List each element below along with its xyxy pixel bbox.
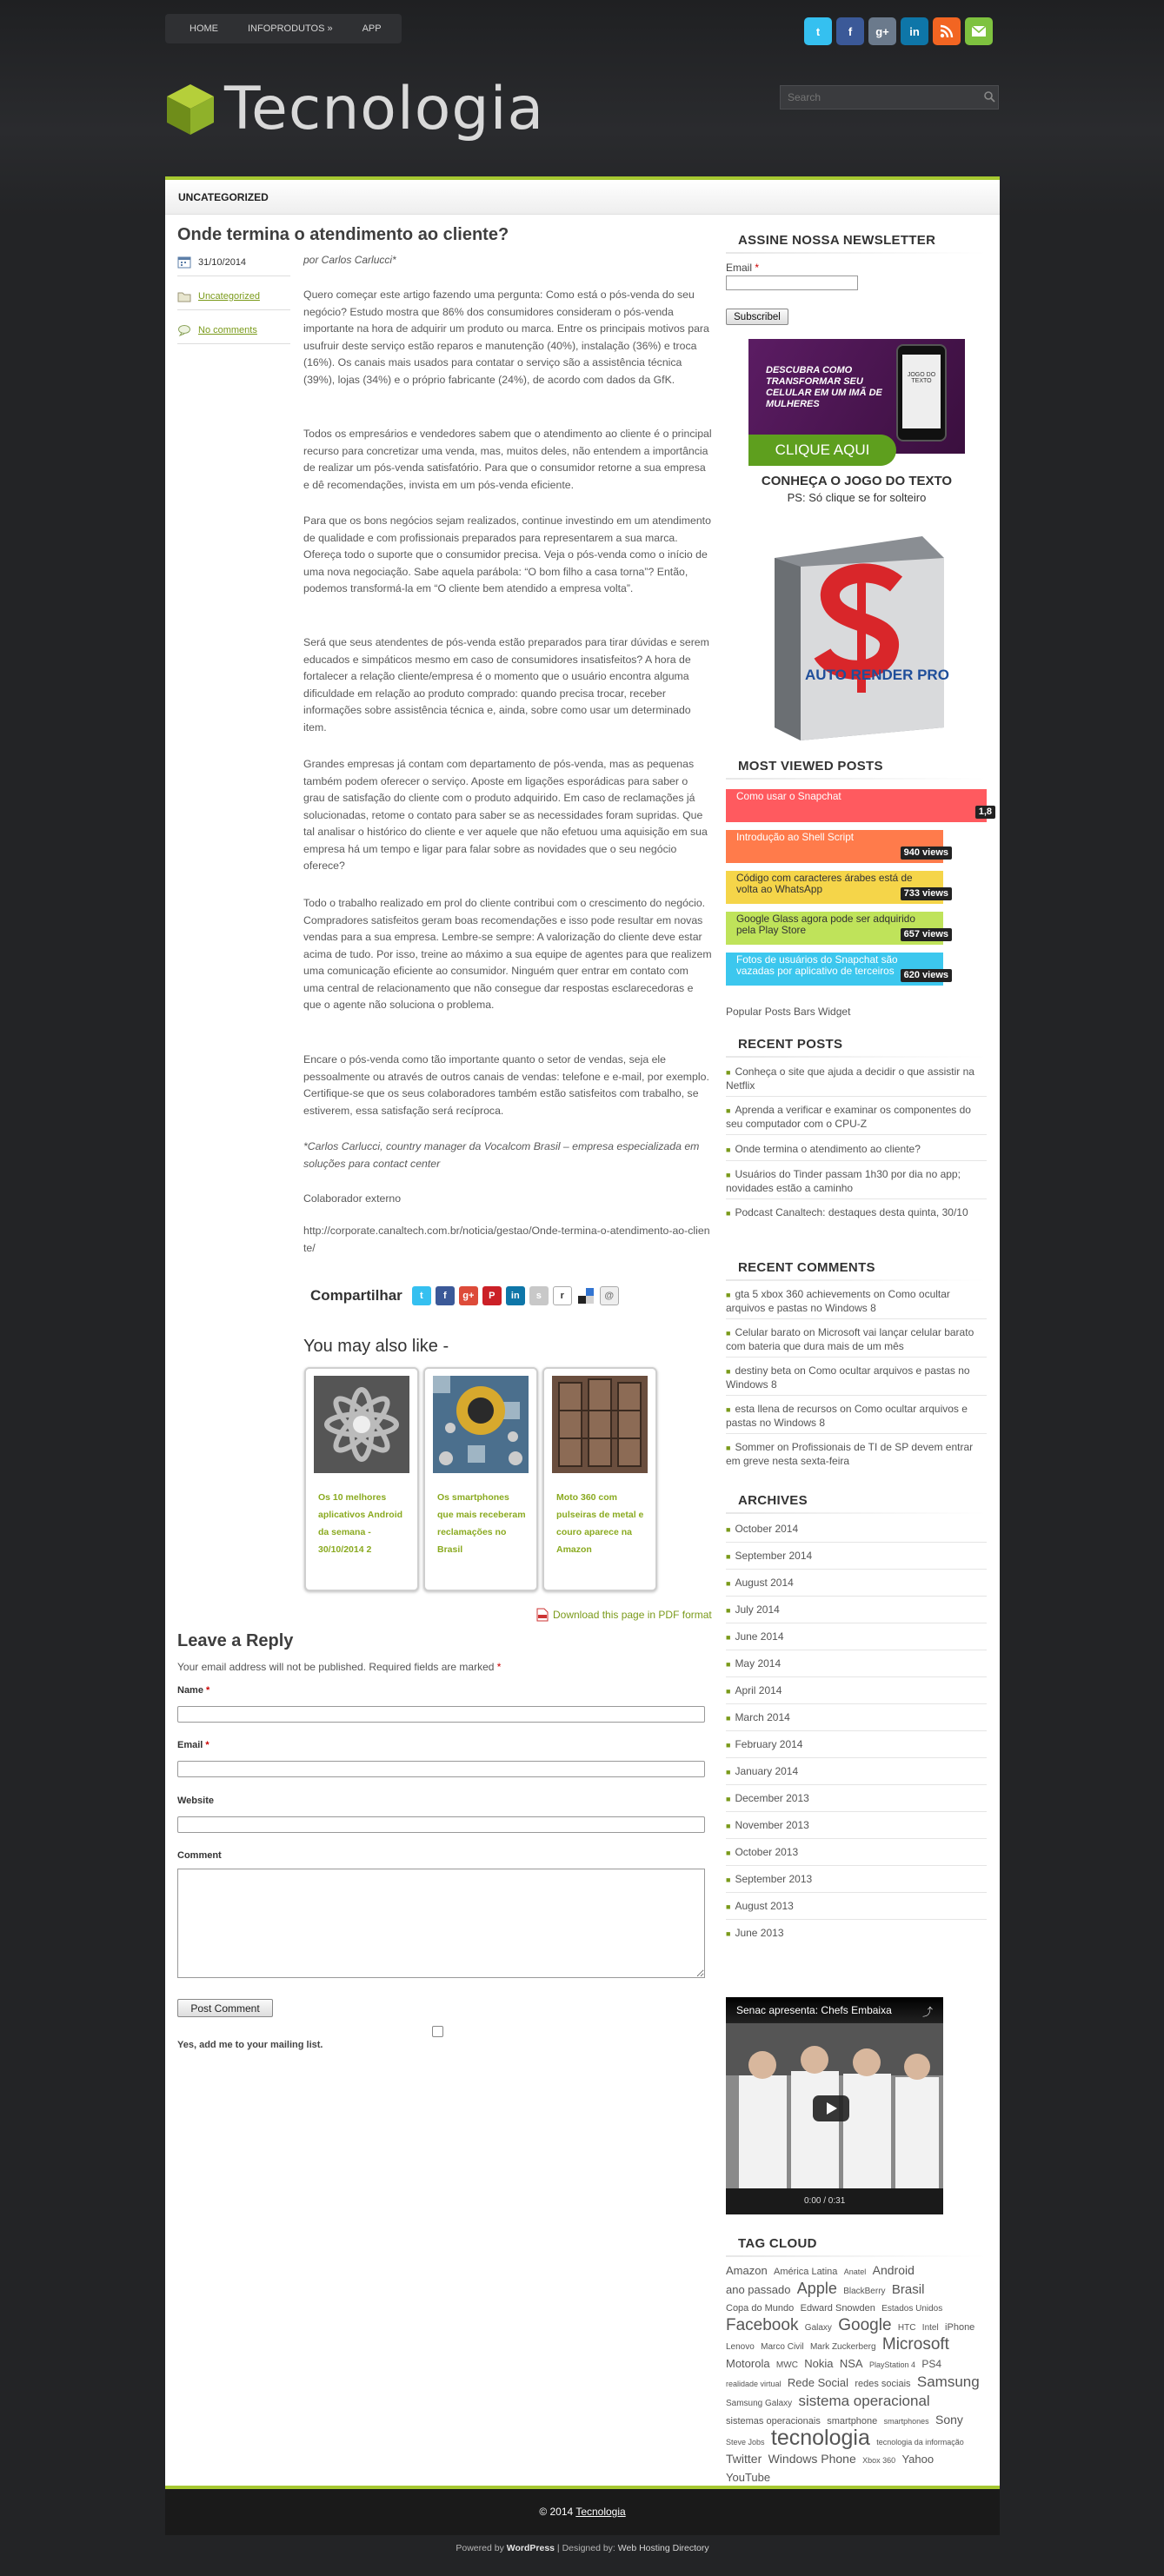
recent-comment[interactable]: [726, 1441, 987, 1468]
bullet-icon: ■: [726, 1687, 731, 1696]
archive-link[interactable]: [726, 1603, 987, 1617]
share-reddit-icon[interactable]: r: [553, 1286, 572, 1305]
tag-link[interactable]: ano passado: [726, 2283, 791, 2296]
tag-link[interactable]: Edward Snowden: [800, 2303, 875, 2314]
archive-link[interactable]: [726, 1630, 987, 1644]
archive-link[interactable]: [726, 1765, 987, 1779]
wordpress-link[interactable]: WordPress: [506, 2543, 555, 2553]
email-label-text: Email: [177, 1740, 203, 1750]
tag-link[interactable]: realidade virtual: [726, 2380, 782, 2388]
related-thumbnail: [552, 1376, 648, 1473]
most-viewed-count: 1,8: [975, 806, 995, 819]
video-share-icon[interactable]: ⤴: [922, 2006, 934, 2018]
tag-link[interactable]: Lenovo: [726, 2342, 755, 2352]
tag-link[interactable]: NSA: [839, 2357, 863, 2370]
post-paragraph: Será que seus atendentes de pós-venda estão preparados para tirar dúvidas e serem educados e simpáticos mesmo em caso de consumidores insatisfeitos? A hora de fortalecer a relação cliente/empresa é o momento que o usuário encontra alguma dificuldade em relação ao produto comprado: quando precisa trocar, receber informações sobre assistência técnica e, ainda, sobre como usar um determinado item.: [303, 636, 709, 734]
list-divider: [726, 1757, 987, 1758]
tag-link[interactable]: Anatel: [843, 2267, 867, 2276]
breadcrumb: UNCATEGORIZED: [165, 180, 1000, 215]
search-input[interactable]: [780, 85, 999, 110]
list-divider: [726, 1730, 987, 1731]
tag-link[interactable]: Steve Jobs: [726, 2438, 765, 2447]
archive-link[interactable]: [726, 1927, 987, 1941]
related-title: You may also like -: [303, 1337, 449, 1356]
comment-textarea[interactable]: [177, 1869, 705, 1978]
archive-month[interactable]: February 2014: [735, 1738, 803, 1750]
list-divider: [726, 1096, 987, 1097]
bullet-icon: ■: [726, 1329, 731, 1338]
recent-comment-text[interactable]: Sommer on Profissionais de TI de SP devem entrar em greve nesta sexta-feira: [726, 1441, 974, 1467]
tag-link[interactable]: PS4: [921, 2358, 942, 2370]
recent-post-link[interactable]: [726, 1104, 987, 1131]
tag-link[interactable]: iPhone: [945, 2322, 975, 2333]
email-label: [177, 1740, 210, 1750]
recent-post-link[interactable]: [726, 1143, 987, 1157]
archive-month[interactable]: August 2013: [735, 1900, 794, 1912]
tag-link[interactable]: Brasil: [891, 2282, 925, 2297]
tag-link[interactable]: MWC: [775, 2360, 798, 2370]
post-comments: [177, 324, 257, 336]
meta-divider: [177, 343, 290, 344]
post-author-note: *Carlos Carlucci, country manager da Vocalcom Brasil – empresa especializada em soluções para contact center: [303, 1140, 700, 1170]
recent-post-text[interactable]: Usuários do Tinder passam 1h30 por dia no app; novidades estão a caminho: [726, 1168, 961, 1194]
archive-link[interactable]: [726, 1738, 987, 1752]
list-divider: [726, 1838, 987, 1839]
list-divider: [726, 1676, 987, 1677]
reply-note-text: Your email address will not be published. Required fields are marked: [177, 1661, 495, 1673]
mailing-list-label: Yes, add me to your mailing list.: [177, 2040, 323, 2050]
site-title: Tecnologia: [224, 75, 545, 143]
bullet-icon: ■: [726, 1106, 731, 1115]
calendar-icon: [177, 256, 191, 269]
most-viewed-count: 657 views: [901, 928, 952, 941]
archive-link[interactable]: [726, 1523, 987, 1537]
ad-autorender-pro[interactable]: [748, 532, 966, 746]
list-divider: [726, 1892, 987, 1893]
bullet-icon: ■: [726, 1525, 731, 1534]
most-viewed-post-title[interactable]: Introdução ao Shell Script: [736, 831, 855, 843]
ad-footer-title: CONHEÇA O JOGO DO TEXTO: [761, 474, 953, 488]
most-viewed-bar[interactable]: [726, 789, 992, 822]
tag-link[interactable]: smartphone: [827, 2416, 878, 2427]
facebook-icon[interactable]: f: [836, 17, 864, 45]
recent-post-text[interactable]: Onde termina o atendimento ao cliente?: [735, 1143, 921, 1155]
tag-link[interactable]: smartphones: [883, 2417, 929, 2426]
tag-link[interactable]: redes sociais: [855, 2379, 911, 2389]
linkedin-icon[interactable]: in: [901, 17, 928, 45]
tag-cloud-title: TAG CLOUD: [738, 2236, 817, 2251]
most-viewed-count: 620 views: [901, 969, 952, 982]
archive-link[interactable]: [726, 1900, 987, 1914]
name-field[interactable]: [177, 1706, 705, 1723]
cube-logo-icon: [165, 83, 216, 136]
archive-month[interactable]: September 2013: [735, 1873, 813, 1885]
website-label: Website: [177, 1796, 214, 1806]
bullet-icon: ■: [726, 1902, 731, 1911]
list-divider: [726, 1198, 987, 1199]
required-star: *: [206, 1685, 210, 1696]
popular-posts-widget-label[interactable]: Popular Posts Bars Widget: [726, 1006, 851, 1018]
post-byline: por Carlos Carlucci*: [303, 254, 396, 266]
nav-infoprodutos[interactable]: INFOPRODUTOS »: [248, 23, 333, 34]
archive-link[interactable]: [726, 1550, 987, 1564]
bullet-icon: ■: [726, 1606, 731, 1615]
archive-link[interactable]: [726, 1711, 987, 1725]
tag-link[interactable]: tecnologia da informação: [876, 2438, 964, 2447]
archive-month[interactable]: March 2014: [735, 1711, 790, 1723]
twitter-icon[interactable]: t: [804, 17, 832, 45]
list-divider: [726, 1433, 987, 1434]
play-button[interactable]: [813, 2095, 849, 2121]
bullet-icon: ■: [726, 1209, 731, 1218]
bullet-icon: ■: [726, 1795, 731, 1803]
recent-posts-title: RECENT POSTS: [738, 1037, 843, 1052]
archive-month[interactable]: January 2014: [735, 1765, 799, 1777]
archive-month[interactable]: November 2013: [735, 1819, 809, 1831]
tag-link[interactable]: Samsung: [916, 2374, 980, 2390]
ad2-label: AUTO RENDER PRO: [805, 667, 949, 683]
folder-icon: [177, 290, 191, 302]
recent-post-link[interactable]: [726, 1206, 987, 1220]
archive-link[interactable]: [726, 1577, 987, 1590]
bullet-icon: ■: [726, 1444, 731, 1452]
related-title-link[interactable]: Moto 360 com pulseiras de metal e couro aparece na Amazon: [556, 1492, 644, 1555]
archive-month[interactable]: October 2013: [735, 1846, 799, 1858]
post-date-text: 31/10/2014: [198, 256, 247, 268]
most-viewed-bar[interactable]: [726, 871, 948, 904]
ad-banner-jogo-do-texto[interactable]: [748, 339, 965, 521]
tag-link[interactable]: Copa do Mundo: [726, 2303, 795, 2314]
tag-link[interactable]: Motorola: [726, 2357, 770, 2370]
most-viewed-bar[interactable]: [726, 830, 948, 863]
list-divider: [726, 1160, 987, 1161]
related-title-link[interactable]: Os smartphones que mais receberam reclamações no Brasil: [437, 1492, 526, 1555]
post-category: [177, 290, 260, 302]
archive-link[interactable]: [726, 1846, 987, 1860]
search-icon[interactable]: [983, 90, 995, 103]
site-logo[interactable]: [165, 75, 545, 143]
bullet-icon: ■: [726, 1171, 731, 1179]
widget-title-underline: [726, 1056, 987, 1058]
name-label-text: Name: [177, 1685, 203, 1696]
post-paragraph: Quero começar este artigo fazendo uma pergunta: Como está o pós-venda do seu negócio? Estudo mostra que 86% dos consumidores consideram o pós-venda importante na hora de adquirir um produto ou marca. Entre os principais motivos para usufruir deste serviço estão reparos e manutenção (40%), instalação (36%) e troca (16%). Os canais mais usados para contatar o serviço são a assistência técnica (39%), lojas (34%) e o próprio fabricante (24%), de acordo com dados da GfK.: [303, 289, 709, 386]
book-cover: JOGO DO TEXTO: [902, 355, 941, 428]
bullet-icon: ■: [726, 1145, 731, 1154]
tag-link[interactable]: Android: [872, 2263, 915, 2277]
pdf-download[interactable]: [536, 1608, 712, 1622]
widget-title-underline: [726, 1512, 987, 1514]
recent-comment[interactable]: [726, 1288, 987, 1315]
list-divider: [726, 1865, 987, 1866]
share-linkedin-icon[interactable]: in: [506, 1286, 525, 1305]
widget-title-underline: [726, 778, 987, 780]
required-star: *: [755, 262, 760, 274]
bullet-icon: ■: [726, 1367, 731, 1376]
list-divider: [726, 1596, 987, 1597]
tag-link[interactable]: Microsoft: [881, 2335, 949, 2354]
footer: [165, 2489, 1000, 2535]
list-divider: [726, 1569, 987, 1570]
share-pinterest-icon[interactable]: P: [482, 1286, 502, 1305]
share-facebook-icon[interactable]: f: [436, 1286, 455, 1305]
related-thumbnail: [433, 1376, 529, 1473]
most-viewed-title: MOST VIEWED POSTS: [738, 759, 883, 773]
pdf-link[interactable]: Download this page in PDF format: [553, 1609, 712, 1621]
tag-link[interactable]: Mark Zuckerberg: [809, 2342, 876, 2352]
recent-post-text[interactable]: Aprenda a verificar e examinar os componentes do seu computador com o CPU-Z: [726, 1104, 971, 1130]
bullet-icon: ■: [726, 1929, 731, 1938]
related-card[interactable]: [304, 1367, 419, 1591]
designer-link[interactable]: Web Hosting Directory: [617, 2543, 709, 2553]
recent-comment-text[interactable]: esta llena de recursos on Como ocultar arquivos e pastas no Windows 8: [726, 1403, 968, 1429]
play-icon: [827, 2102, 837, 2115]
newsletter-email-label: [726, 262, 759, 274]
recent-comment[interactable]: [726, 1403, 987, 1430]
bullet-icon: ■: [726, 1714, 731, 1723]
tag-link[interactable]: PlayStation 4: [868, 2360, 915, 2369]
name-label: [177, 1685, 210, 1696]
reply-note: [177, 1661, 501, 1673]
list-divider: [726, 1703, 987, 1704]
ad-footer-note: PS: Só clique se for solteiro: [787, 491, 927, 504]
website-field[interactable]: [177, 1816, 705, 1833]
recent-post-link[interactable]: [726, 1168, 987, 1195]
widget-title-underline: [726, 2255, 987, 2257]
bullet-icon: ■: [726, 1579, 731, 1588]
most-viewed-count: 940 views: [901, 846, 952, 860]
video-controls[interactable]: [726, 2188, 943, 2214]
ad-cta[interactable]: CLIQUE AQUI: [748, 435, 896, 466]
most-viewed-post-title[interactable]: Google Glass agora pode ser adquirido pela Play Store: [736, 913, 915, 936]
share-label: Compartilhar: [310, 1287, 402, 1304]
bullet-icon: ■: [726, 1741, 731, 1749]
bullet-icon: ■: [726, 1849, 731, 1857]
tag-link[interactable]: Twitter: [726, 2452, 762, 2466]
bullet-icon: ■: [726, 1552, 731, 1561]
list-divider: [726, 1318, 987, 1319]
share-twitter-icon[interactable]: t: [412, 1286, 431, 1305]
most-viewed-post-title[interactable]: Código com caracteres árabes está de volta ao WhatsApp: [736, 872, 913, 895]
share-email-icon[interactable]: @: [600, 1286, 619, 1305]
related-thumbnail: [314, 1376, 409, 1473]
archive-link[interactable]: [726, 1873, 987, 1887]
subscribe-button[interactable]: Subscribel: [726, 309, 788, 325]
bullet-icon: ■: [726, 1876, 731, 1884]
comment-label: Comment: [177, 1850, 222, 1861]
video-title[interactable]: Senac apresenta: Chefs Embaixa: [726, 1997, 943, 2023]
archive-link[interactable]: [726, 1684, 987, 1698]
ad-headline-2: IMÃ DE MULHERES: [766, 388, 882, 409]
mailing-list-checkbox[interactable]: [432, 2026, 443, 2037]
social-icons: [804, 17, 993, 45]
tag-cloud: [726, 2262, 987, 2486]
archive-month[interactable]: October 2014: [735, 1523, 799, 1535]
related-card[interactable]: [423, 1367, 538, 1591]
category-link[interactable]: Uncategorized: [198, 291, 260, 302]
tag-link[interactable]: sistemas operacionais: [726, 2416, 821, 2427]
share-delicious-icon[interactable]: [576, 1286, 595, 1305]
tag-link[interactable]: Apple: [796, 2280, 837, 2297]
tag-link[interactable]: BlackBerry: [843, 2287, 886, 2296]
recent-post-text[interactable]: Conheça o site que ajuda a decidir o que assistir na Netflix: [726, 1066, 974, 1092]
video-time: 0:00 / 0:31: [804, 2196, 846, 2206]
google-plus-icon[interactable]: g+: [868, 17, 896, 45]
tag-link[interactable]: YouTube: [726, 2471, 771, 2484]
comment-bubble-icon: [177, 324, 191, 336]
top-navigation: [165, 14, 402, 43]
list-divider: [726, 1784, 987, 1785]
tag-link[interactable]: sistema operacional: [798, 2393, 930, 2409]
video-embed[interactable]: [726, 1997, 943, 2214]
tag-link[interactable]: Yahoo: [901, 2453, 935, 2466]
newsletter-title: ASSINE NOSSA NEWSLETTER: [738, 233, 936, 248]
list-divider: [726, 1811, 987, 1812]
archive-month[interactable]: December 2013: [735, 1792, 809, 1804]
rss-icon[interactable]: [933, 17, 961, 45]
reply-title: Leave a Reply: [177, 1631, 294, 1650]
email-field[interactable]: [177, 1761, 705, 1777]
archive-month[interactable]: August 2014: [735, 1577, 794, 1589]
most-viewed-count: 733 views: [901, 887, 952, 900]
archive-link[interactable]: [726, 1657, 987, 1671]
tag-link[interactable]: Amazon: [726, 2264, 768, 2277]
tag-link[interactable]: Samsung Galaxy: [726, 2399, 793, 2408]
newsletter-email-label-text: Email: [726, 262, 753, 274]
tag-link[interactable]: Rede Social: [787, 2376, 848, 2389]
share-bar: [310, 1286, 619, 1305]
bullet-icon: ■: [726, 1822, 731, 1830]
nav-home[interactable]: HOME: [190, 23, 218, 34]
tag-link[interactable]: Marco Civil: [761, 2342, 804, 2352]
archive-month[interactable]: April 2014: [735, 1684, 782, 1696]
required-star: *: [205, 1740, 210, 1750]
archive-month[interactable]: June 2014: [735, 1630, 784, 1643]
list-divider: [726, 1395, 987, 1396]
recent-post-text[interactable]: Podcast Canaltech: destaques desta quinta, 30/10: [735, 1206, 968, 1218]
bullet-icon: ■: [726, 1768, 731, 1776]
bullet-icon: ■: [726, 1660, 731, 1669]
list-divider: [726, 1919, 987, 1920]
share-google-plus-icon[interactable]: g+: [459, 1286, 478, 1305]
bullet-icon: ■: [726, 1291, 731, 1299]
post-paragraph: Grandes empresas já contam com departamento de pós-venda, mas as pequenas também podem oferecer o serviço. Aposte em ligações esporádicas para saber o grau de satisfação do cliente com o produto adquirido. Em caso de reclamações já solucionadas, retome o contato para saber se as necessidades foram supridas. Que tal analisar o histórico do cliente e ver aquele que não efetuou uma aquisição em sua empresa há um tempo e ligar para falar sobre as novidades que o seu negócio oferece?: [303, 758, 708, 872]
comments-link[interactable]: No comments: [198, 325, 257, 335]
widget-title-underline: [726, 252, 987, 254]
designed-prefix: | Designed by:: [556, 2543, 615, 2553]
archive-link[interactable]: [726, 1792, 987, 1806]
bullet-icon: ■: [726, 1068, 731, 1077]
meta-divider: [177, 309, 290, 310]
share-stumble-icon[interactable]: s: [529, 1286, 549, 1305]
powered-prefix: Powered by: [456, 2543, 504, 2553]
recent-comment-text[interactable]: gta 5 xbox 360 achievements on Como ocultar arquivos e pastas no Windows 8: [726, 1288, 950, 1314]
post-paragraph: Para que os bons negócios sejam realizados, continue investindo em um atendimento de qualidade e com profissionais preparados para representarem a sua marca. Ofereça todo o suporte que o consumidor precisa. Veja o pós-venda como o início de uma nova negociação. Sabe aquela parábola: “O bom filho a casa torna”? Então, podemos transformá-la em “O cliente bem atendido a empresa volta”.: [303, 515, 711, 594]
tag-link[interactable]: Facebook: [726, 2316, 799, 2334]
nav-app[interactable]: APP: [362, 23, 382, 34]
tag-link[interactable]: Nokia: [804, 2357, 834, 2370]
most-viewed-post-title[interactable]: Como usar o Snapchat: [736, 790, 841, 802]
newsletter-email-field[interactable]: [726, 276, 858, 290]
ad-headline-1: DESCUBRA COMO TRANSFORMAR SEU CELULAR EM UM: [766, 365, 863, 398]
recent-comment[interactable]: [726, 1326, 987, 1353]
post-paragraph: Todo o trabalho realizado em prol do cliente contribui com o crescimento do negócio. Compradores satisfeitos geram boas recomendações e isso pode resultar em novas vendas para a sua empresa. Lembre-se sempre: A valorização do cliente deve estar acima de tudo. Por isso, treine ao máximo a sua equipe de agentes para que realizem uma comunicação eficiente ao consumidor. Ninguém quer entrar em contato com uma central de relacionamento que não consegue dar respostas esclarecedoras e que o agente não soluciona o problema.: [303, 897, 712, 1011]
post-paragraph: Encare o pós-venda como tão importante quanto o setor de vendas, seja ele pessoalmente ou através de outros canais de vendas: telefone e e-mail, por exemplo. Certifique-se que os seus colaboradores também estão satisfeitos com trabalho, se estiverem, essa satisfação será recíproca.: [303, 1053, 709, 1117]
most-viewed-bar[interactable]: [726, 953, 948, 986]
tag-link[interactable]: Xbox 360: [862, 2456, 896, 2465]
recent-comment-text[interactable]: destiny beta on Como ocultar arquivos e pastas no Windows 8: [726, 1364, 970, 1391]
widget-title-underline: [726, 1279, 987, 1281]
most-viewed-bar[interactable]: [726, 912, 948, 945]
tag-link[interactable]: Intel: [921, 2323, 939, 2333]
archive-month[interactable]: May 2014: [735, 1657, 782, 1670]
subfooter: [165, 2535, 1000, 2561]
tag-link[interactable]: América Latina: [774, 2267, 838, 2277]
required-star: *: [496, 1661, 502, 1673]
footer-site-link[interactable]: Tecnologia: [575, 2506, 626, 2518]
list-divider: [726, 1357, 987, 1358]
post-date: [177, 256, 246, 269]
footer-copyright: © 2014: [539, 2506, 574, 2518]
bullet-icon: ■: [726, 1405, 731, 1414]
archive-month[interactable]: July 2014: [735, 1603, 780, 1616]
tag-link[interactable]: Galaxy: [804, 2323, 832, 2333]
tag-link[interactable]: Google: [838, 2316, 892, 2334]
tag-link[interactable]: Windows Phone: [768, 2452, 856, 2466]
list-divider: [726, 1542, 987, 1543]
recent-comments-title: RECENT COMMENTS: [738, 1260, 875, 1275]
archive-month[interactable]: June 2013: [735, 1927, 784, 1939]
post-paragraph: Todos os empresários e vendedores sabem que o atendimento ao cliente é o principal recurso para concretizar uma venda, mas, muitos deles, não entendem a importância de realizar um pós-venda satisfatório. Para que o consumidor retorne a sua empresa e dê recomendações, invista em um pós-venda eficiente.: [303, 428, 712, 491]
recent-post-link[interactable]: [726, 1066, 987, 1092]
archives-title: ARCHIVES: [738, 1493, 808, 1508]
email-icon[interactable]: [965, 17, 993, 45]
related-title-link[interactable]: Os 10 melhores aplicativos Android da semana - 30/10/2014 2: [318, 1492, 403, 1555]
list-divider: [726, 1134, 987, 1135]
tag-link[interactable]: tecnologia: [770, 2426, 870, 2450]
recent-comment[interactable]: [726, 1364, 987, 1391]
tag-link[interactable]: Estados Unidos: [881, 2304, 943, 2314]
related-card[interactable]: [542, 1367, 657, 1591]
most-viewed-post-title[interactable]: Fotos de usuários do Snapchat são vazadas por aplicativo de terceiros: [736, 953, 898, 977]
pdf-icon: [536, 1608, 549, 1622]
archive-month[interactable]: September 2014: [735, 1550, 813, 1562]
archive-link[interactable]: [726, 1819, 987, 1833]
tag-link[interactable]: Sony: [935, 2413, 963, 2427]
tag-link[interactable]: HTC: [897, 2323, 916, 2333]
bullet-icon: ■: [726, 1633, 731, 1642]
recent-comment-text[interactable]: Celular barato on Microsoft vai lançar celular barato com bateria que dura mais de um mês: [726, 1326, 974, 1352]
ad-headline: [766, 365, 883, 410]
post-comment-button[interactable]: Post Comment: [177, 1999, 273, 2017]
source-link[interactable]: http://corporate.canaltech.com.br/noticia/gestao/Onde-termina-o-atendimento-ao-cliente/: [303, 1225, 710, 1254]
phone-image: [896, 344, 947, 442]
post-paragraph: Colaborador externo: [303, 1192, 402, 1205]
post-title[interactable]: Onde termina o atendimento ao cliente?: [177, 225, 509, 244]
